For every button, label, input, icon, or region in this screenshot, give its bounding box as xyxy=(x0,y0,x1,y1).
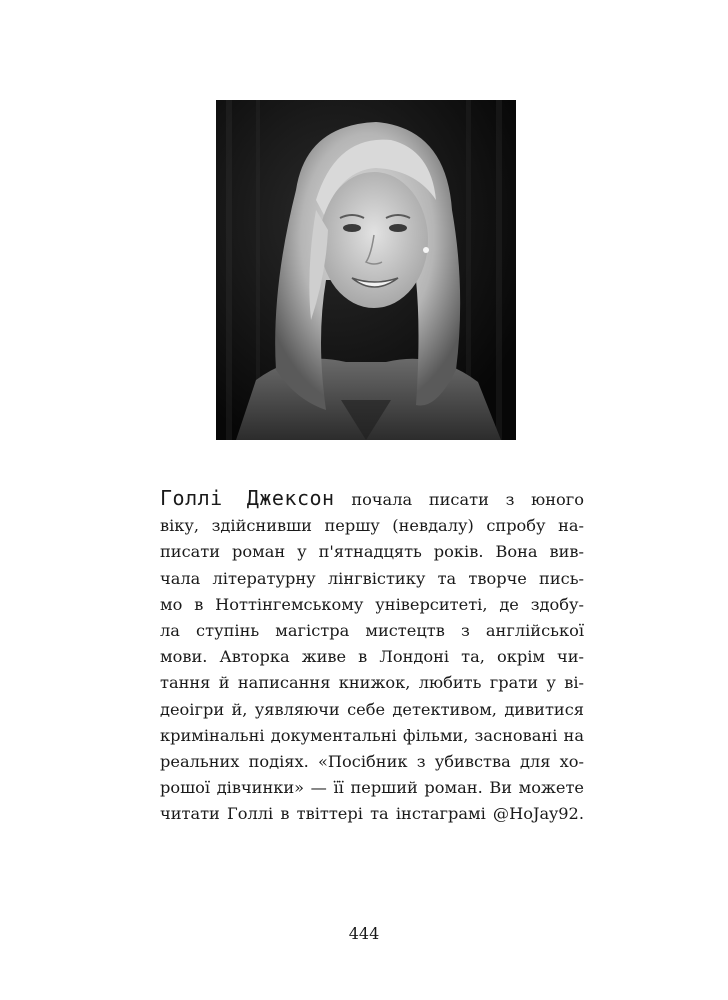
bio-line: чала літературну лінгвістику та творче пись- xyxy=(160,568,584,588)
bio-line: деоігри й, уявляючи себе детективом, дивитися xyxy=(160,699,584,719)
author-portrait-icon xyxy=(216,100,516,440)
bio-line: рошої дівчинки» — її перший роман. Ви можете xyxy=(160,778,584,798)
author-portrait-photo xyxy=(216,100,516,440)
bio-line: ла ступінь магістра мистецтв з англійської xyxy=(160,621,584,641)
bio-line: віку, здійснивши першу (невдалу) спробу на- xyxy=(160,516,584,536)
bio-line: Голлі Джексон почала писати з юного xyxy=(160,486,584,510)
bio-line: мови. Авторка живе в Лондоні та, окрім чи- xyxy=(160,647,584,667)
bio-line: мо в Ноттінгемському університеті, де здобу- xyxy=(160,594,584,614)
bio-line: писати роман у п'ятнадцять років. Вона вив- xyxy=(160,542,584,562)
bio-line: тання й написання книжок, любить грати у ві- xyxy=(160,673,584,693)
bio-line: кримінальні документальні фільми, засновані на xyxy=(160,725,584,745)
bio-line: реальних подіях. «Посібник з убивства для хо- xyxy=(160,752,584,772)
author-name: Голлі Джексон xyxy=(160,486,335,510)
bio-line: читати Голлі в твіттері та інстаграмі @HoJay92. xyxy=(160,804,584,824)
author-bio-paragraph xyxy=(160,485,584,828)
page-number: 444 xyxy=(348,924,380,943)
